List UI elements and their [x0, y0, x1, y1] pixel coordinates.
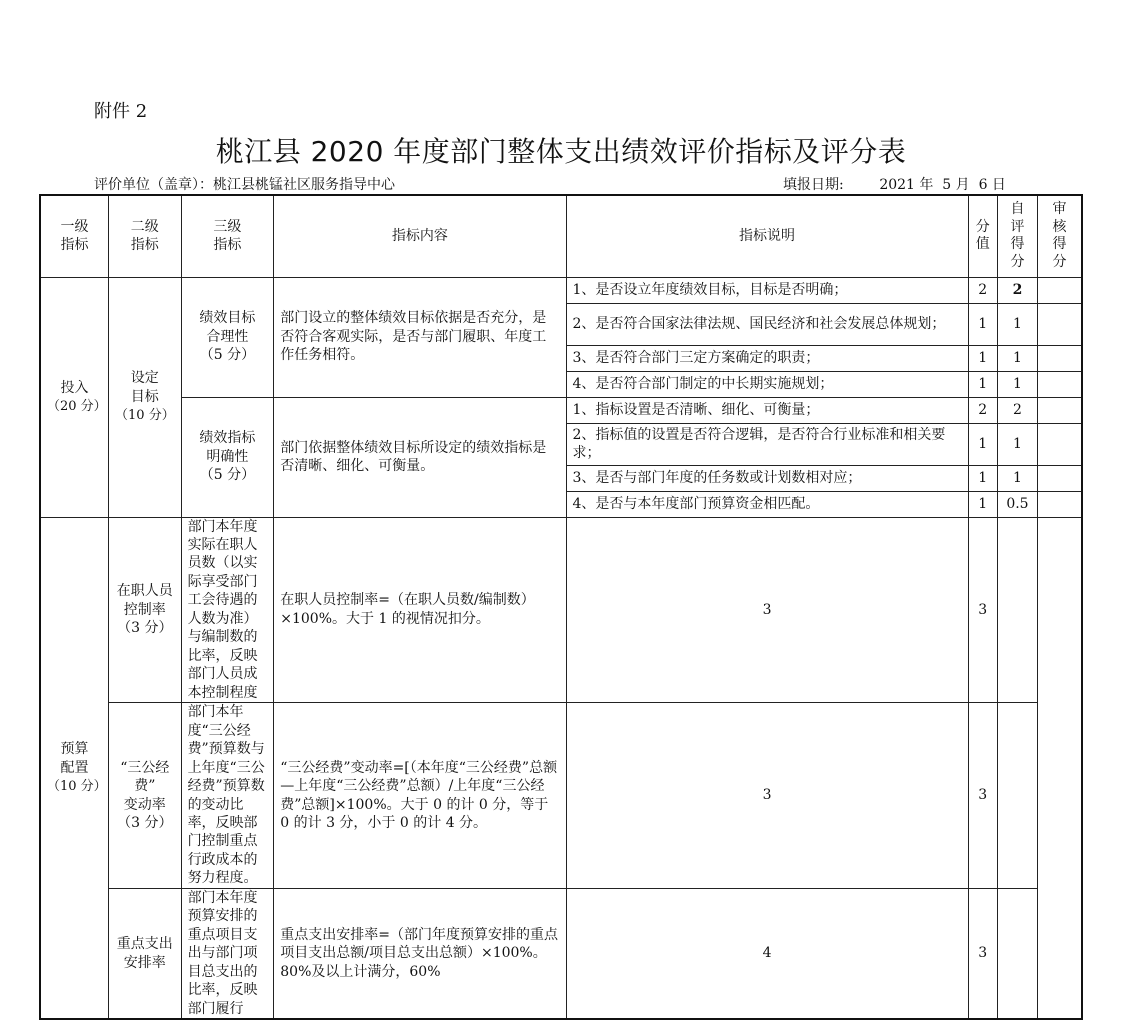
content-staff-control: 部门本年度实际在职人员数（以实际享受部门工会待遇的人数为准）与编制数的比率，反映部门人员成本控制程度	[181, 517, 274, 703]
audit-score-cell	[1038, 345, 1082, 371]
header-level2: 二级 指标	[109, 195, 182, 277]
content-three-public: 部门本年度“三公经费”预算数与上年度“三公经费”预算数的变动比率，反映部门控制重点行政成本的努力程度。	[181, 703, 274, 889]
table-row	[40, 517, 1082, 703]
explain-cell: 4、是否与本年度部门预算资金相匹配。	[566, 491, 968, 517]
content-goal-rationality: 部门设立的整体绩效目标依据是否充分，是否符合客观实际，是否与部门履职、年度工作任务相符。	[274, 277, 566, 397]
audit-score-cell	[1038, 277, 1082, 303]
score-cell: 3	[566, 703, 968, 889]
l3-staff-control: 在职人员 控制率 （3 分）	[109, 517, 182, 703]
self-score-cell: 1	[997, 371, 1037, 397]
group-sheding: 设定 目标 （10 分）	[109, 277, 182, 517]
audit-score-cell	[1038, 423, 1082, 465]
audit-score-cell	[997, 888, 1037, 1019]
score-cell: 1	[968, 371, 997, 397]
score-cell: 1	[968, 423, 997, 465]
table-row	[40, 888, 1082, 1019]
l3-key-spending: 重点支出 安排率	[109, 888, 182, 1019]
fill-date	[783, 174, 1006, 194]
header-content: 指标内容	[274, 195, 566, 277]
evaluation-table	[39, 194, 1083, 1020]
l3-indicator-clarity: 绩效指标 明确性 （5 分）	[181, 397, 274, 517]
table-header-row	[40, 195, 1082, 277]
header-score: 分 值	[968, 195, 997, 277]
self-score-cell: 3	[968, 703, 997, 889]
group-touru: 投入 （20 分）	[40, 277, 109, 517]
l3-three-public: “三公经费” 变动率 （3 分）	[109, 703, 182, 889]
header-explain: 指标说明	[566, 195, 968, 277]
self-score-cell: 2	[997, 277, 1037, 303]
content-indicator-clarity: 部门依据整体绩效目标所设定的绩效指标是否清晰、细化、可衡量。	[274, 397, 566, 517]
score-cell: 1	[968, 345, 997, 371]
self-score-cell: 1	[997, 303, 1037, 345]
fill-date-label: 填报日期:	[783, 177, 844, 193]
content-key-spending: 部门本年度预算安排的重点项目支出与部门项目总支出的比率，反映部门履行	[181, 888, 274, 1019]
audit-score-cell	[1038, 491, 1082, 517]
fill-date-value: 2021 年 5 月 6 日	[879, 177, 1006, 193]
audit-score-cell	[1038, 465, 1082, 491]
audit-score-cell	[1038, 303, 1082, 345]
self-score-cell: 3	[968, 517, 997, 703]
explain-cell: 2、是否符合国家法律法规、国民经济和社会发展总体规划；	[566, 303, 968, 345]
attachment-label: 附件 2	[94, 101, 148, 122]
explain-cell: “三公经费”变动率=[（本年度“三公经费”总额—上年度“三公经费”总额）/上年度“三公经费”总额]×100%。大于 0 的计 0 分，等于 0 的计 3 分，小于 0 的计 4 分。	[274, 703, 566, 889]
page-title: 桃江县 2020 年度部门整体支出绩效评价指标及评分表	[215, 135, 907, 168]
self-score-cell: 1	[997, 345, 1037, 371]
explain-cell: 4、是否符合部门制定的中长期实施规划；	[566, 371, 968, 397]
score-cell: 4	[566, 888, 968, 1019]
explain-cell: 在职人员控制率=（在职人员数/编制数）×100%。大于 1 的视情况扣分。	[274, 517, 566, 703]
self-score-cell: 2	[997, 397, 1037, 423]
explain-cell: 3、是否与部门年度的任务数或计划数相对应；	[566, 465, 968, 491]
audit-score-cell	[997, 517, 1037, 703]
score-cell: 1	[968, 491, 997, 517]
audit-score-cell	[997, 703, 1037, 889]
score-cell: 2	[968, 277, 997, 303]
header-level1: 一级 指标	[40, 195, 109, 277]
self-score-cell: 1	[997, 423, 1037, 465]
score-cell: 2	[968, 397, 997, 423]
explain-cell: 重点支出安排率=（部门年度预算安排的重点项目支出总额/项目总支出总额）×100%。80%及以上计满分，60%	[274, 888, 566, 1019]
table-row	[40, 277, 1082, 303]
self-score-cell: 1	[997, 465, 1037, 491]
self-score-cell: 3	[968, 888, 997, 1019]
audit-score-cell	[1038, 397, 1082, 423]
explain-cell: 1、是否设立年度绩效目标，目标是否明确；	[566, 277, 968, 303]
score-cell: 1	[968, 303, 997, 345]
explain-cell: 2、指标值的设置是否符合逻辑，是否符合行业标准和相关要求；	[566, 423, 968, 465]
score-cell: 3	[566, 517, 968, 703]
evaluation-unit: 评价单位（盖章）：桃江县桃锰社区服务指导中心	[94, 177, 395, 193]
header-audit-score: 审 核 得 分	[1038, 195, 1082, 277]
header-level3: 三级 指标	[181, 195, 274, 277]
explain-cell: 1、指标设置是否清晰、细化、可衡量；	[566, 397, 968, 423]
group-yusuan: 预算 配置 （10 分）	[40, 517, 109, 1019]
table-row	[40, 703, 1082, 889]
header-self-score: 自 评 得 分	[997, 195, 1037, 277]
explain-cell: 3、是否符合部门三定方案确定的职责；	[566, 345, 968, 371]
self-score-cell: 0.5	[997, 491, 1037, 517]
audit-score-cell	[1038, 371, 1082, 397]
l3-goal-rationality: 绩效目标 合理性 （5 分）	[181, 277, 274, 397]
score-cell: 1	[968, 465, 997, 491]
table-row	[40, 397, 1082, 423]
